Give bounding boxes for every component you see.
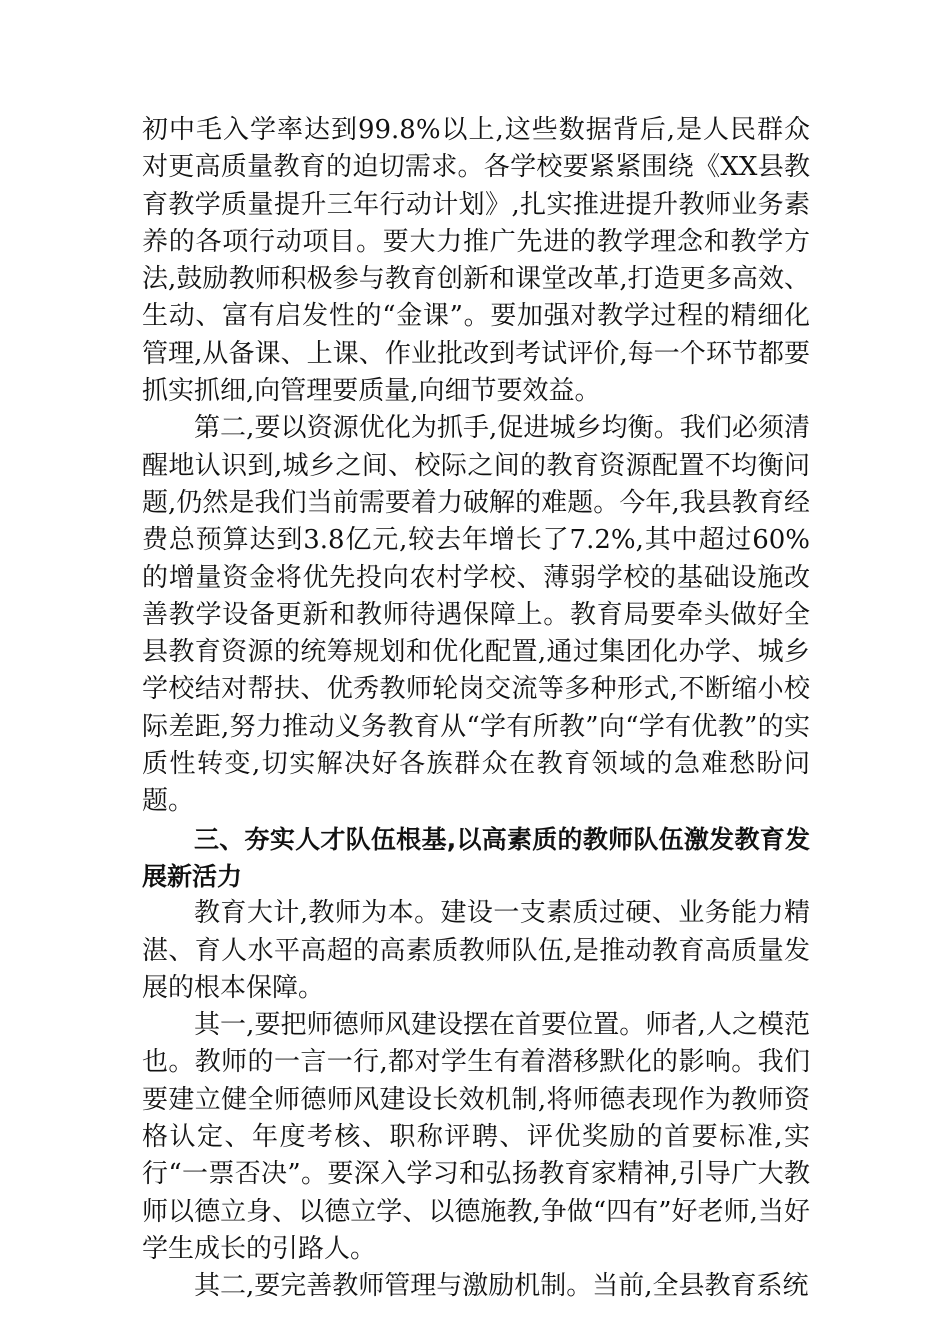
paragraph-teachers-foundation: 教育大计,教师为本。建设一支素质过硬、业务能力精湛、育人水平高超的高素质教师队伍,是推动教育高质量发展的根本保障。 (142, 898, 810, 1003)
paragraph-resource-optimization: 第二,要以资源优化为抓手,促进城乡均衡。我们必须清醒地认识到,城乡之间、校际之间的教育资源配置不均衡问题,仍然是我们当前需要着力破解的难题。今年,我县教育经费总预算达到3.8亿元,较去年增长了7.2%,其中超过60%的增量资金将优先投向农村学校、薄弱学校的基础设施改善教学设备更新和教师待遇保障上。教育局要牵头做好全县教育资源的统筹规划和优化配置,通过集团化办学、城乡学校结对帮扶、优秀教师轮岗交流等多种形式,不断缩小校际差距,努力推动义务教育从“学有所教”向“学有优教”的实质性转变,切实解决好各族群众在教育领域的急难愁盼问题。 (142, 413, 810, 817)
paragraph-teacher-ethics: 其一,要把师德师风建设摆在首要位置。师者,人之模范也。教师的一言一行,都对学生有着潜移默化的影响。我们要建立健全师德师风建设长效机制,将师德表现作为教师资格认定、年度考核、职称评聘、评优奖励的首要标准,实行“一票否决”。要深入学习和弘扬教育家精神,引导广大教师以德立身、以德立学、以德施教,争做“四有”好老师,当好学生成长的引路人。 (142, 1010, 810, 1264)
paragraph-continued: 初中毛入学率达到99.8%以上,这些数据背后,是人民群众对更高质量教育的迫切需求。各学校要紧紧围绕《XX县教育教学质量提升三年行动计划》,扎实推进提升教师业务素养的各项行动项目。要大力推广先进的教学理念和教学方法,鼓励教师积极参与教育创新和课堂改革,打造更多高效、生动、富有启发性的“金课”。要加强对教学过程的精细化管理,从备课、上课、作业批改到考试评价,每一个环节都要抓实抓细,向管理要质量,向细节要效益。 (142, 115, 810, 407)
document-page (142, 112, 810, 1306)
section-heading-three: 三、夯实人才队伍根基,以高素质的教师队伍激发教育发展新活力 (142, 824, 810, 891)
paragraph-teacher-management: 其二,要完善教师管理与激励机制。当前,全县教育系统 (194, 1271, 809, 1302)
